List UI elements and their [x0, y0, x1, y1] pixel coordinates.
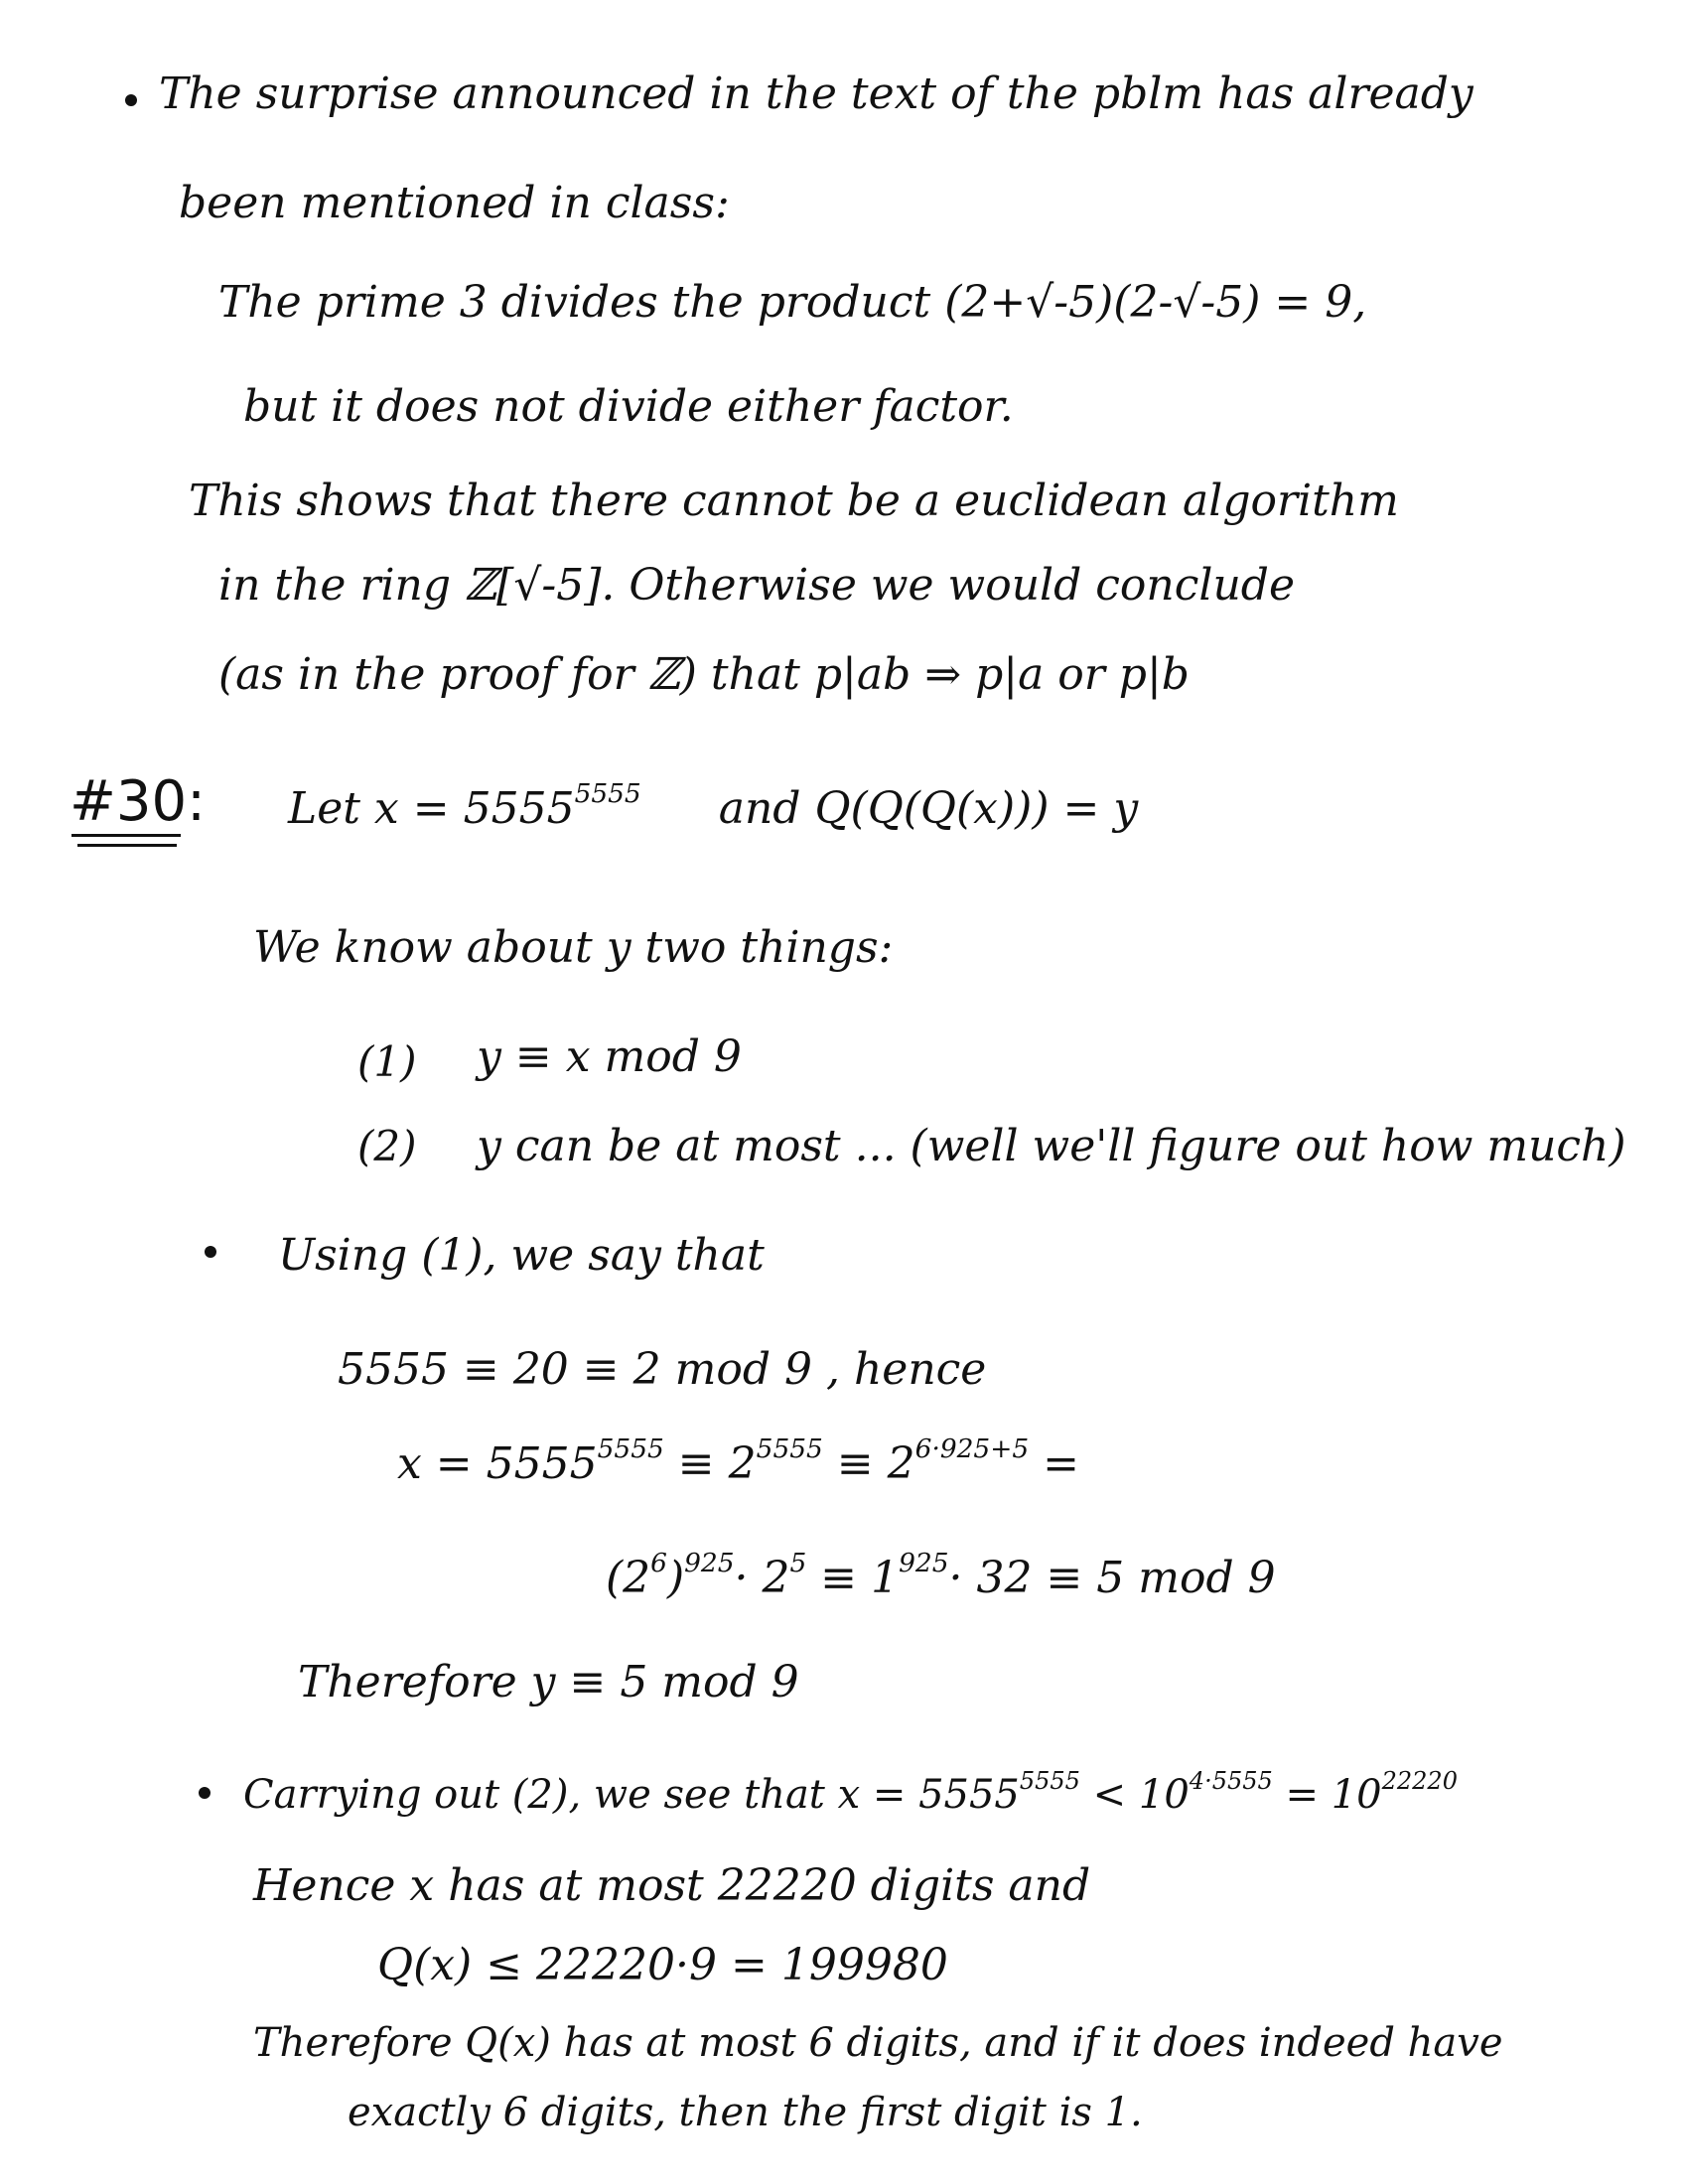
- c3-b-exp: 925: [684, 1547, 735, 1578]
- c3-d: ≡ 1: [806, 1553, 900, 1603]
- bullet-2: [205, 1246, 216, 1258]
- line-mentioned: been mentioned in class:: [179, 178, 730, 228]
- c2-a-exp: 5555: [597, 1433, 664, 1464]
- line-congruence-3: [606, 1547, 1276, 1604]
- carry-b-exp: 4·5555: [1189, 1766, 1273, 1795]
- line-hence-digits: Hence x has at most 22220 digits and: [253, 1860, 1091, 1911]
- c3-d-exp: 925: [899, 1547, 949, 1578]
- line-exactly: exactly 6 digits, then the first digit is 1.: [348, 2090, 1143, 2135]
- let-q-text: and Q(Q(Q(x))) = y: [718, 783, 1139, 834]
- line-we-know: We know about y two things:: [253, 922, 894, 973]
- line-euclidean: This shows that there cannot be a euclidean algorithm: [189, 476, 1399, 526]
- c2-c-exp: 6·925+5: [914, 1433, 1030, 1464]
- c3-c-exp: 5: [789, 1547, 807, 1578]
- underline-2: [77, 844, 177, 847]
- c2-b: ≡ 2: [663, 1438, 757, 1489]
- line-therefore-qx: Therefore Q(x) has at most 6 digits, and if it does indeed have: [253, 2020, 1503, 2066]
- item-2-text: y can be at most ... (well we'll figure out how much): [477, 1121, 1626, 1171]
- line-proof: (as in the proof for ℤ) that p|ab ⇒ p|a or p|b: [218, 649, 1190, 700]
- line-carrying: [243, 1766, 1458, 1818]
- c3-c: · 2: [734, 1553, 790, 1603]
- line-prime-divides: The prime 3 divides the product (2+√-5)(2-√-5) = 9,: [218, 277, 1367, 328]
- carry-a-exp: 5555: [1019, 1766, 1080, 1795]
- underline-1: [71, 834, 181, 837]
- bullet-1: [125, 94, 137, 106]
- item-1-number: (1): [357, 1037, 417, 1086]
- bullet-3: [199, 1787, 210, 1799]
- line-let-x: [288, 777, 1139, 835]
- line-using: Using (1), we say that: [278, 1230, 765, 1281]
- line-qx-bound: Q(x) ≤ 22220·9 = 199980: [377, 1940, 948, 1990]
- carry-b: < 10: [1079, 1772, 1190, 1818]
- carry-c-exp: 22220: [1381, 1766, 1458, 1795]
- line-congruence-2: [397, 1433, 1079, 1490]
- line-therefore-y: Therefore y ≡ 5 mod 9: [298, 1657, 799, 1707]
- c3-a-exp: 6: [650, 1547, 667, 1578]
- c2-d: =: [1029, 1438, 1079, 1489]
- carry-a: Carrying out (2), we see that x = 5555: [243, 1772, 1020, 1818]
- c3-e: · 32 ≡ 5 mod 9: [948, 1553, 1276, 1603]
- problem-number: #30:: [70, 769, 207, 834]
- item-2-number: (2): [357, 1122, 417, 1170]
- carry-c: = 10: [1272, 1772, 1382, 1818]
- line-surprise: The surprise announced in the text of the pblm has already: [159, 68, 1474, 119]
- let-x-text: Let x = 5555: [288, 783, 575, 834]
- c2-b-exp: 5555: [756, 1433, 823, 1464]
- c3-a: (2: [606, 1553, 651, 1603]
- let-x-exp: 5555: [574, 777, 641, 809]
- item-1-text: y ≡ x mod 9: [477, 1031, 742, 1082]
- c2-a: x = 5555: [397, 1438, 598, 1489]
- line-congruence-1: 5555 ≡ 20 ≡ 2 mod 9 , hence: [338, 1344, 987, 1395]
- c2-c: ≡ 2: [822, 1438, 915, 1489]
- line-ring: in the ring ℤ[√-5]. Otherwise we would conclude: [218, 560, 1295, 611]
- line-not-divide: but it does not divide either factor.: [243, 381, 1014, 432]
- c3-b: ): [666, 1553, 685, 1603]
